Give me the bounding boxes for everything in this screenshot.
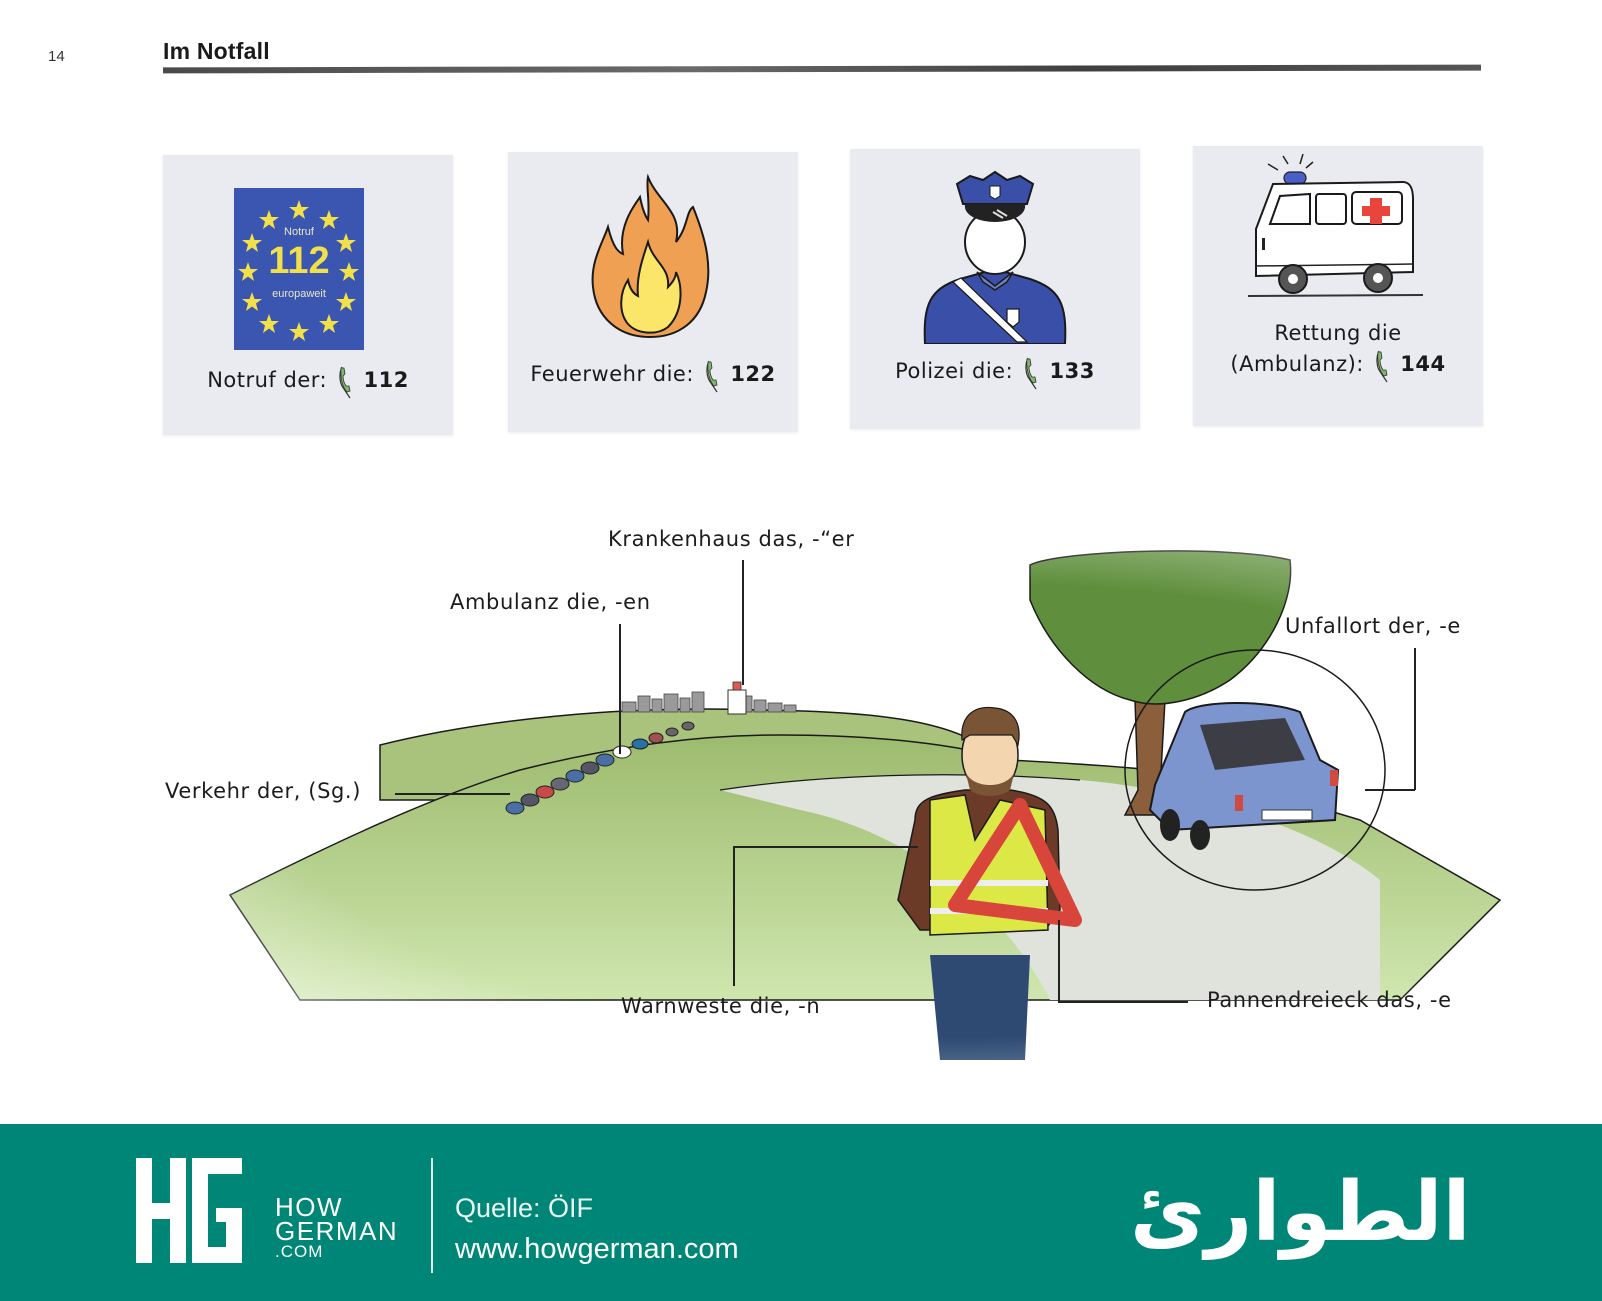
- phone-handset-icon: [1375, 349, 1391, 383]
- card-feuerwehr: [508, 152, 798, 432]
- card-label-text: Polizei die:: [895, 359, 1014, 383]
- sign-number: 112: [268, 240, 330, 282]
- phone-handset-icon: [1024, 356, 1040, 390]
- leader-line-verkehr: [395, 793, 510, 795]
- leader-line-unfallort-h: [1365, 789, 1415, 791]
- label-unfallort: Unfallort der, -e: [1285, 614, 1461, 638]
- page-number: 14: [48, 48, 65, 65]
- label-ambulanz: Ambulanz die, -en: [450, 590, 651, 614]
- leader-line-ambulanz: [619, 624, 621, 754]
- website-link[interactable]: www.howgerman.com: [455, 1233, 739, 1265]
- phone-handset-icon: [705, 359, 721, 393]
- card-label: [163, 365, 453, 399]
- card-label: [850, 356, 1140, 390]
- sign-text-top: Notruf: [284, 226, 314, 238]
- card-label-line2: [1193, 349, 1483, 383]
- card-label-text: Notruf der:: [207, 368, 328, 392]
- arabic-title: الطوارئ: [1130, 1165, 1471, 1260]
- source-credit: Quelle: ÖIF: [455, 1193, 594, 1223]
- howgerman-logo-icon: [136, 1158, 248, 1263]
- brand-line-2: GERMAN: [275, 1216, 399, 1246]
- leader-line-pannendreieck-v: [1058, 920, 1060, 1002]
- label-verkehr: Verkehr der, (Sg.): [165, 779, 361, 803]
- card-number: 112: [363, 368, 409, 392]
- leader-line-pannendreieck-h: [1058, 1001, 1188, 1003]
- leader-line-krankenhaus: [742, 560, 744, 685]
- leader-line-warnweste-v: [733, 846, 735, 986]
- card-label-text: Feuerwehr die:: [530, 362, 694, 386]
- card-rettung: [1193, 146, 1483, 426]
- label-pannendreieck: Pannendreieck das, -e: [1207, 988, 1452, 1012]
- fire-icon: [588, 172, 718, 342]
- title-underline: [163, 65, 1481, 74]
- phone-handset-icon: [338, 365, 354, 399]
- card-label: [1193, 318, 1483, 383]
- ambulance-icon: [1248, 154, 1428, 309]
- label-krankenhaus: Krankenhaus das, -“er: [608, 527, 855, 551]
- card-label: [508, 359, 798, 393]
- police-officer-icon: [915, 164, 1075, 344]
- card-label-line1: Rettung die: [1274, 321, 1402, 345]
- brand-wordmark: [275, 1192, 399, 1261]
- brand-line-3: .COM: [275, 1242, 324, 1261]
- sign-text-bottom: europaweit: [272, 288, 326, 300]
- card-number: 122: [730, 362, 776, 386]
- leader-line-warnweste-h: [733, 846, 918, 848]
- label-warnweste: Warnweste die, -n: [621, 994, 821, 1018]
- footer-divider: [431, 1158, 433, 1273]
- brand-line-1: HOW: [275, 1192, 344, 1222]
- eu-emergency-sign-icon: [234, 188, 364, 350]
- card-label-text: (Ambulanz):: [1230, 352, 1364, 376]
- card-number: 144: [1400, 352, 1446, 376]
- card-notruf: [163, 155, 453, 435]
- leader-line-unfallort-v: [1414, 648, 1416, 790]
- page-title: Im Notfall: [163, 38, 270, 64]
- card-polizei: [850, 149, 1140, 429]
- card-number: 133: [1049, 359, 1095, 383]
